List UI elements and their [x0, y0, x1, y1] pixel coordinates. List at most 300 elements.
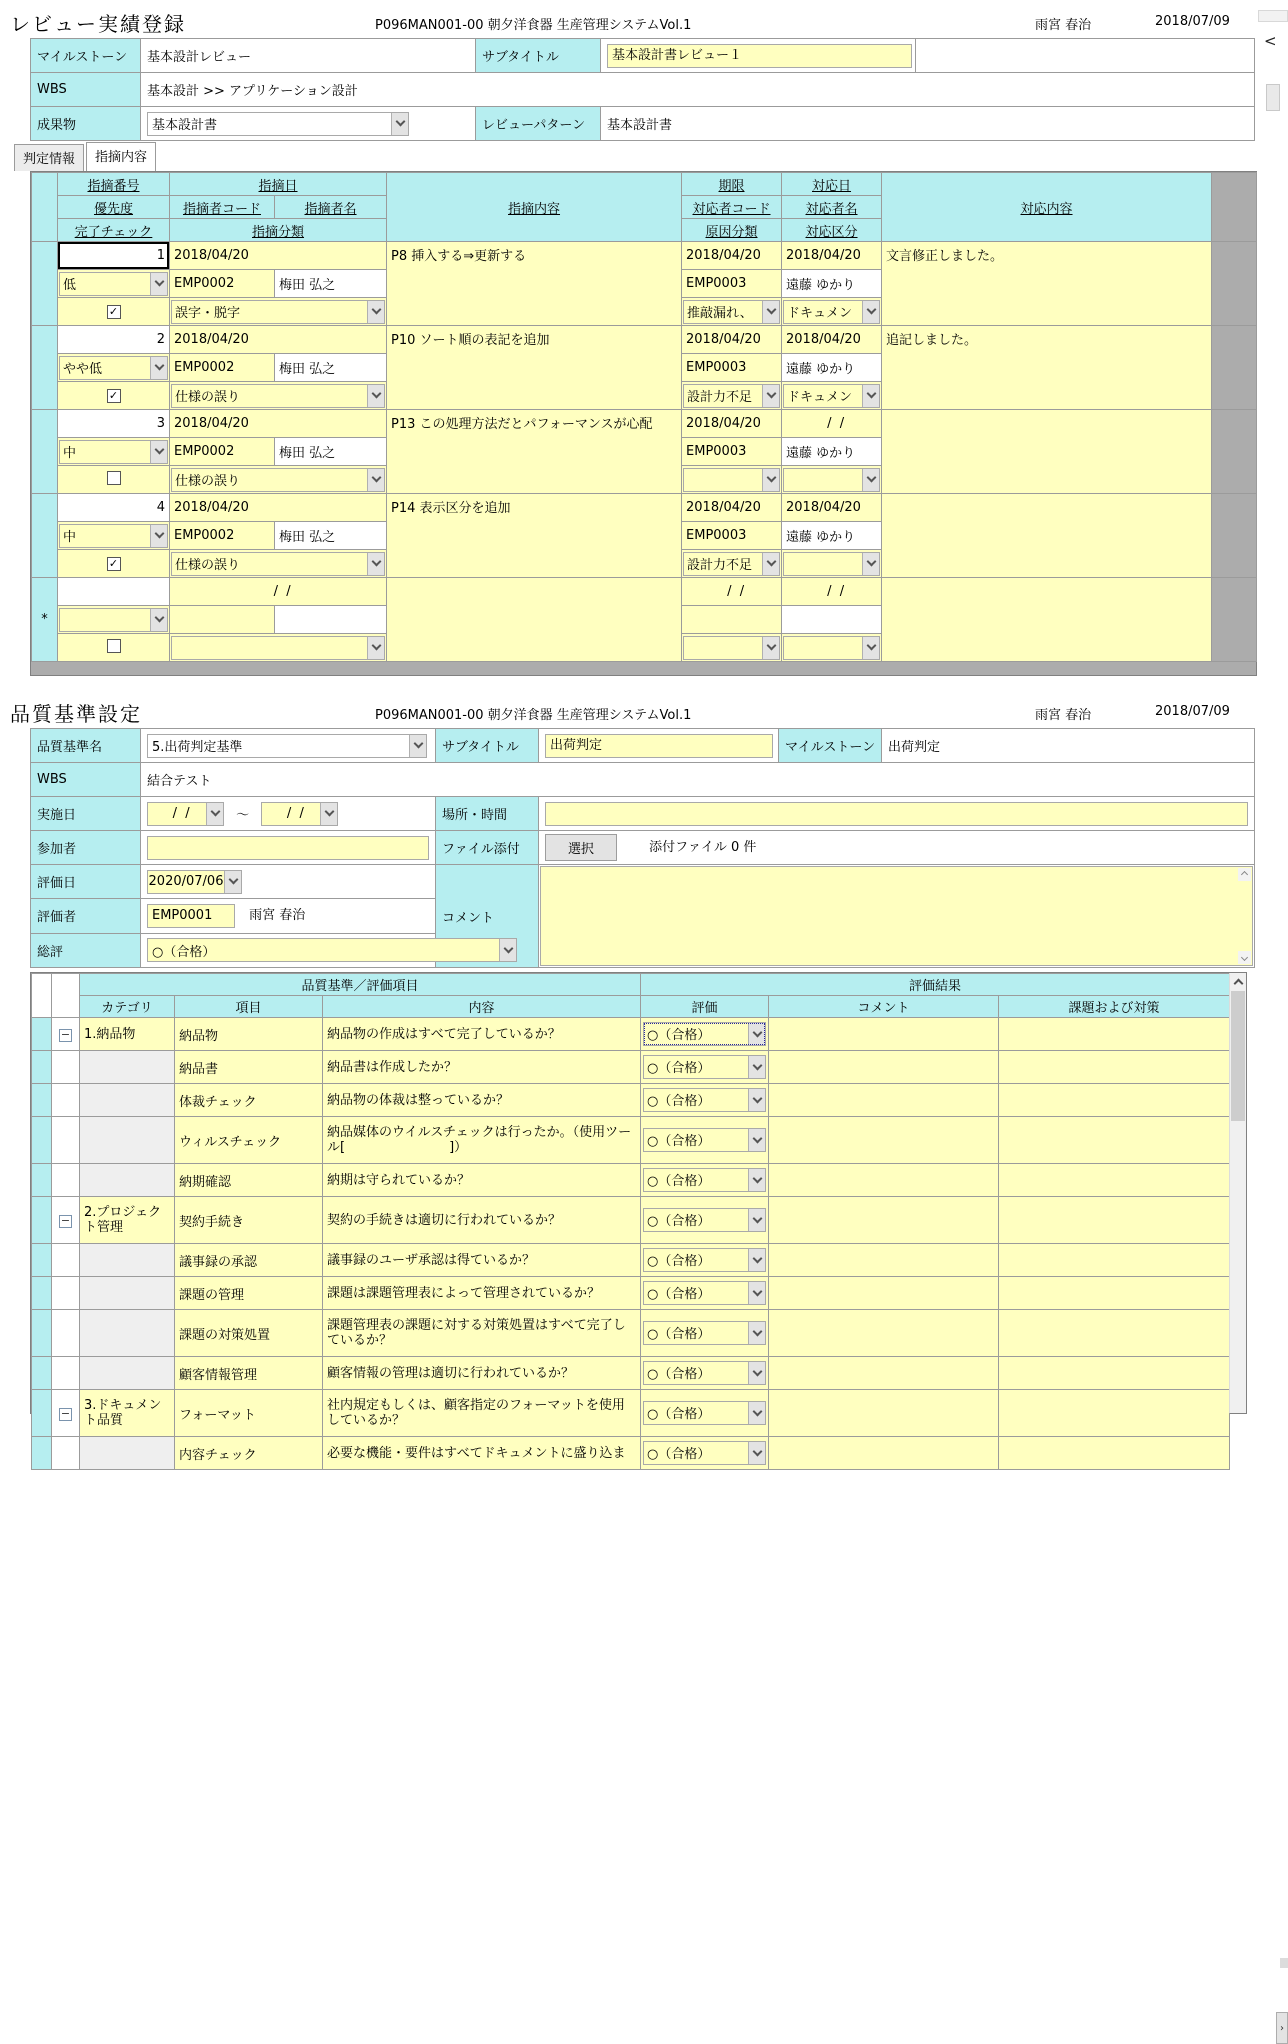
chevron-down-icon[interactable] — [391, 113, 408, 135]
cell-category — [170, 298, 387, 326]
row-selector[interactable] — [32, 1437, 52, 1470]
row-selector[interactable] — [32, 494, 58, 578]
done-checkbox[interactable] — [107, 639, 121, 653]
cell-coder-name[interactable]: 梅田 弘之 — [275, 270, 387, 298]
cell-item[interactable]: 納品書 — [175, 1051, 323, 1084]
category-select[interactable]: 仕様の誤り — [171, 384, 385, 408]
cell-comment[interactable] — [769, 1084, 999, 1117]
grid-filler — [1212, 173, 1257, 242]
col-header-cause[interactable]: 原因分類 — [682, 219, 782, 242]
tab-judgement-info[interactable]: 判定情報 — [14, 144, 84, 171]
cell-item[interactable]: 契約手続き — [175, 1197, 323, 1244]
comment-label: コメント — [436, 865, 539, 968]
cell-comment[interactable] — [769, 1244, 999, 1277]
cell-desc[interactable]: 納品物の体裁は整っているか？ — [323, 1084, 641, 1117]
chevron-down-icon[interactable] — [150, 273, 167, 295]
cell-category[interactable]: 3.ドキュメント品質 — [80, 1390, 175, 1437]
quality-row — [32, 1310, 1230, 1357]
cell-desc[interactable]: 納期は守られているか？ — [323, 1164, 641, 1197]
cell-coder-code[interactable]: EMP0002 — [170, 438, 275, 466]
comment-textarea[interactable] — [540, 866, 1253, 966]
cell-expander — [52, 1437, 80, 1470]
cell-deadline[interactable]: 2018/04/20 — [682, 242, 782, 270]
cell-no[interactable]: 1 — [58, 242, 170, 270]
cell-item[interactable]: 納期確認 — [175, 1164, 323, 1197]
panel-collapse-icon[interactable]: < — [1264, 32, 1277, 50]
quality-row — [32, 1164, 1230, 1197]
eval-select[interactable]: ○（合格） — [643, 1022, 766, 1046]
quality-table-body — [32, 1018, 1230, 1470]
col-header-resp-class[interactable]: 対応区分 — [782, 219, 882, 242]
cell-category[interactable] — [80, 1244, 175, 1277]
cell-task[interactable] — [999, 1357, 1230, 1390]
quality-table-scrollbar[interactable] — [1229, 973, 1246, 1413]
cell-resp-code[interactable]: EMP0003 — [682, 438, 782, 466]
review-row — [32, 494, 1257, 522]
cell-comment[interactable] — [769, 1197, 999, 1244]
cell-resp-code[interactable] — [682, 606, 782, 634]
resp-class-select[interactable] — [783, 468, 880, 492]
cell-item[interactable]: 内容チェック — [175, 1437, 323, 1470]
cell-no[interactable] — [58, 578, 170, 606]
cell-resp-code[interactable]: EMP0003 — [682, 354, 782, 382]
cell-resp-class — [782, 466, 882, 494]
cell-desc[interactable]: 社内規定もしくは、顧客指定のフォーマットを使用しているか？ — [323, 1390, 641, 1437]
cell-no[interactable]: 2 — [58, 326, 170, 354]
cell-comment[interactable] — [769, 1117, 999, 1164]
cell-resp-name[interactable]: 遠藤 ゆかり — [782, 354, 882, 382]
cell-eval — [641, 1117, 769, 1164]
date-separator: ～ — [236, 808, 250, 823]
cell-cause — [682, 634, 782, 662]
cell-resp-content[interactable]: 追記しました。 — [882, 326, 1212, 410]
cell-desc[interactable]: 契約の手続きは適切に行われているか？ — [323, 1197, 641, 1244]
cell-item[interactable]: ウィルスチェック — [175, 1117, 323, 1164]
cell-category[interactable]: 1.納品物 — [80, 1018, 175, 1051]
category-select[interactable]: 誤字・脱字 — [171, 300, 385, 324]
priority-select[interactable] — [59, 608, 168, 632]
col-header-task[interactable]: 課題および対策 — [999, 996, 1230, 1018]
chevron-down-icon[interactable] — [762, 553, 779, 575]
cell-category[interactable] — [80, 1310, 175, 1357]
cell-coder-code[interactable]: EMP0002 — [170, 270, 275, 298]
side-scrollbar-thumb[interactable] — [1266, 84, 1280, 111]
cell-coder-code[interactable] — [170, 606, 275, 634]
cause-select[interactable] — [683, 636, 780, 660]
panel-handle[interactable]: › — [1276, 2012, 1288, 2044]
cell-comment[interactable] — [769, 1390, 999, 1437]
eval-select[interactable]: ○（合格） — [643, 1128, 766, 1152]
category-select[interactable]: 仕様の誤り — [171, 468, 385, 492]
chevron-down-icon[interactable] — [367, 637, 384, 659]
participants-input[interactable] — [147, 836, 429, 860]
milestone-value: 出荷判定 — [882, 729, 1255, 763]
cell-comment[interactable] — [769, 1357, 999, 1390]
collapse-minus-icon[interactable]: − — [60, 1406, 71, 1420]
row-selector[interactable] — [32, 1310, 52, 1357]
cell-resp-date[interactable]: / / — [782, 410, 882, 438]
row-selector[interactable] — [32, 1117, 52, 1164]
cell-desc[interactable]: 納品書は作成したか？ — [323, 1051, 641, 1084]
chevron-down-icon[interactable] — [762, 637, 779, 659]
subtitle-input[interactable]: 出荷判定 — [545, 734, 773, 758]
chevron-down-icon[interactable] — [748, 1023, 765, 1045]
collapse-minus-icon[interactable]: − — [60, 1027, 71, 1041]
col-header-desc[interactable]: 内容 — [323, 996, 641, 1018]
done-checkbox[interactable]: ✓ — [107, 389, 121, 403]
page-title: 品質基準設定 — [10, 702, 142, 726]
cell-resp-name[interactable]: 遠藤 ゆかり — [782, 522, 882, 550]
cause-select[interactable]: 推敲漏れ、 — [683, 300, 780, 324]
review-pattern-label: レビューパターン — [476, 107, 601, 141]
col-header-coder-name[interactable]: 指摘者名 — [275, 196, 387, 219]
chevron-down-icon[interactable] — [862, 385, 879, 407]
chevron-down-icon[interactable] — [150, 357, 167, 379]
cell-item[interactable]: 顧客情報管理 — [175, 1357, 323, 1390]
col-header-done[interactable]: 完了チェック — [58, 219, 170, 242]
review-grid — [31, 172, 1257, 662]
done-checkbox[interactable]: ✓ — [107, 305, 121, 319]
chevron-down-icon[interactable] — [499, 939, 516, 961]
cell-task[interactable] — [999, 1277, 1230, 1310]
file-select-button[interactable]: 選択 — [545, 834, 617, 861]
scroll-up-icon[interactable] — [1238, 868, 1251, 881]
cell-item[interactable]: 課題の管理 — [175, 1277, 323, 1310]
cell-item[interactable]: 議事録の承認 — [175, 1244, 323, 1277]
row-selector[interactable] — [32, 1357, 52, 1390]
row-selector[interactable] — [32, 1244, 52, 1277]
cell-resp-code[interactable]: EMP0003 — [682, 522, 782, 550]
cell-coder-code[interactable]: EMP0002 — [170, 522, 275, 550]
cell-eval — [641, 1197, 769, 1244]
cell-expander — [52, 1018, 80, 1051]
cell-task[interactable] — [999, 1197, 1230, 1244]
cell-resp-name[interactable]: 遠藤 ゆかり — [782, 438, 882, 466]
cell-deadline[interactable]: / / — [682, 578, 782, 606]
category-select[interactable] — [171, 636, 385, 660]
chevron-down-icon[interactable] — [762, 385, 779, 407]
chevron-down-icon[interactable] — [748, 1249, 765, 1271]
col-header-comment[interactable]: コメント — [769, 996, 999, 1018]
cell-content[interactable]: P13 この処理方法だとパフォーマンスが心配 — [387, 410, 682, 494]
chevron-down-icon[interactable] — [320, 803, 337, 825]
cell-category[interactable]: 2.プロジェクト管理 — [80, 1197, 175, 1244]
cell-deadline[interactable]: 2018/04/20 — [682, 494, 782, 522]
review-window-header — [0, 0, 1288, 38]
header-expander — [52, 974, 80, 1018]
cell-deadline[interactable]: 2018/04/20 — [682, 410, 782, 438]
cell-category[interactable] — [80, 1164, 175, 1197]
cell-no[interactable]: 3 — [58, 410, 170, 438]
chevron-down-icon[interactable] — [748, 1362, 765, 1384]
cell-item[interactable]: フォーマット — [175, 1390, 323, 1437]
priority-select[interactable]: 低 — [59, 272, 168, 296]
cell-resp-date[interactable]: 2018/04/20 — [782, 494, 882, 522]
cell-resp-name[interactable]: 遠藤 ゆかり — [782, 270, 882, 298]
col-header-resp-content[interactable]: 対応内容 — [882, 173, 1212, 242]
review-row — [32, 410, 1257, 438]
row-selector[interactable] — [32, 410, 58, 494]
cause-select[interactable]: 設計力不足 — [683, 384, 780, 408]
chevron-down-icon[interactable] — [748, 1282, 765, 1304]
chevron-down-icon[interactable] — [206, 803, 223, 825]
cell-eval — [641, 1310, 769, 1357]
cell-eval — [641, 1084, 769, 1117]
chevron-down-icon[interactable] — [762, 301, 779, 323]
cell-item[interactable]: 課題の対策処置 — [175, 1310, 323, 1357]
group-header-criteria: 品質基準／評価項目 — [80, 974, 641, 996]
cell-no[interactable]: 4 — [58, 494, 170, 522]
cell-content[interactable] — [387, 578, 682, 662]
cell-resp-date[interactable]: 2018/04/20 — [782, 242, 882, 270]
chevron-down-icon[interactable] — [748, 1209, 765, 1231]
cell-eval — [641, 1437, 769, 1470]
subtitle-label: サブタイトル — [476, 39, 601, 73]
col-header-item[interactable]: 項目 — [175, 996, 323, 1018]
review-grid-wrap — [30, 171, 1257, 676]
cell-comment[interactable] — [769, 1051, 999, 1084]
quality-name-select[interactable]: 5.出荷判定基準 — [147, 734, 427, 758]
col-header-eval[interactable]: 評価 — [641, 996, 769, 1018]
chevron-down-icon[interactable] — [862, 553, 879, 575]
cell-resp-date[interactable]: 2018/04/20 — [782, 326, 882, 354]
chevron-down-icon[interactable] — [862, 469, 879, 491]
chevron-down-icon[interactable] — [150, 609, 167, 631]
eval-select[interactable]: ○（合格） — [643, 1168, 766, 1192]
cell-desc[interactable]: 納品物の作成はすべて完了しているか？ — [323, 1018, 641, 1051]
cell-category[interactable] — [80, 1277, 175, 1310]
row-selector[interactable] — [32, 1197, 52, 1244]
row-selector[interactable] — [32, 1084, 52, 1117]
cell-resp-content[interactable] — [882, 494, 1212, 578]
resp-class-select[interactable] — [783, 636, 880, 660]
chevron-down-icon[interactable] — [748, 1089, 765, 1111]
review-row — [32, 242, 1257, 270]
evaluator-code-input[interactable]: EMP0001 — [147, 904, 235, 928]
chevron-down-icon[interactable] — [150, 525, 167, 547]
cell-task[interactable] — [999, 1051, 1230, 1084]
done-checkbox[interactable]: ✓ — [107, 557, 121, 571]
subtitle-input[interactable]: 基本設計書レビュー１ — [607, 44, 912, 68]
col-header-date[interactable]: 指摘日 — [170, 173, 387, 196]
resp-class-select[interactable]: ドキュメン — [783, 384, 880, 408]
scrollbar-thumb[interactable] — [1231, 991, 1245, 1121]
impl-date-to-select[interactable]: / / — [261, 802, 338, 826]
review-window — [0, 0, 1288, 676]
chevron-down-icon[interactable] — [367, 469, 384, 491]
cell-coder-name[interactable]: 梅田 弘之 — [275, 354, 387, 382]
cell-coder-name[interactable] — [275, 606, 387, 634]
eval-select[interactable]: ○（合格） — [643, 1361, 766, 1385]
chevron-down-icon[interactable] — [409, 735, 426, 757]
tab-finding-content[interactable]: 指摘内容 — [86, 142, 156, 171]
col-header-category[interactable]: カテゴリ — [80, 996, 175, 1018]
eval-select[interactable]: ○（合格） — [643, 1248, 766, 1272]
chevron-down-icon[interactable] — [748, 1129, 765, 1151]
cause-select[interactable] — [683, 468, 780, 492]
resp-class-select[interactable]: ドキュメン — [783, 300, 880, 324]
category-select[interactable]: 仕様の誤り — [171, 552, 385, 576]
chevron-down-icon[interactable] — [748, 1442, 765, 1464]
cell-resp-content[interactable] — [882, 578, 1212, 662]
col-header-no[interactable]: 指摘番号 — [58, 173, 170, 196]
cell-done — [58, 382, 170, 410]
cell-resp-class — [782, 634, 882, 662]
cell-content[interactable]: P14 表示区分を追加 — [387, 494, 682, 578]
cell-task[interactable] — [999, 1437, 1230, 1470]
cell-comment[interactable] — [769, 1277, 999, 1310]
cause-select[interactable]: 設計力不足 — [683, 552, 780, 576]
cell-desc[interactable]: 課題は課題管理表によって管理されているか？ — [323, 1277, 641, 1310]
col-header-content[interactable]: 指摘内容 — [387, 173, 682, 242]
collapse-minus-icon[interactable]: − — [60, 1213, 71, 1227]
cell-resp-code[interactable]: EMP0003 — [682, 270, 782, 298]
scroll-down-icon[interactable] — [1238, 951, 1251, 964]
cell-category[interactable] — [80, 1357, 175, 1390]
deliverable-select[interactable]: 基本設計書 — [147, 112, 409, 136]
eval-select[interactable]: ○（合格） — [643, 1088, 766, 1112]
chevron-down-icon[interactable] — [367, 385, 384, 407]
quality-table — [31, 973, 1230, 1470]
cell-comment[interactable] — [769, 1018, 999, 1051]
cell-task[interactable] — [999, 1084, 1230, 1117]
cell-category[interactable] — [80, 1117, 175, 1164]
col-header-resp-code[interactable]: 対応者コード — [682, 196, 782, 219]
eval-date-select[interactable]: 2020/07/06 — [147, 870, 242, 894]
chevron-down-icon[interactable] — [748, 1322, 765, 1344]
cell-desc[interactable]: 議事録のユーザ承認は得ているか？ — [323, 1244, 641, 1277]
row-selector[interactable]: * — [32, 578, 58, 662]
cell-comment[interactable] — [769, 1437, 999, 1470]
row-selector[interactable] — [32, 1164, 52, 1197]
cell-item[interactable]: 体裁チェック — [175, 1084, 323, 1117]
cell-task[interactable] — [999, 1310, 1230, 1357]
cell-task[interactable] — [999, 1390, 1230, 1437]
quality-row — [32, 1357, 1230, 1390]
done-checkbox[interactable] — [107, 471, 121, 485]
resp-class-select[interactable] — [783, 552, 880, 576]
priority-select[interactable]: 中 — [59, 440, 168, 464]
cell-item[interactable]: 納品物 — [175, 1018, 323, 1051]
overall-select[interactable]: ○（合格） — [147, 938, 517, 962]
chevron-down-icon[interactable] — [224, 871, 241, 893]
eval-select[interactable]: ○（合格） — [643, 1055, 766, 1079]
row-selector[interactable] — [32, 242, 58, 326]
cell-comment[interactable] — [769, 1164, 999, 1197]
priority-select[interactable]: やや低 — [59, 356, 168, 380]
cell-content[interactable]: P8 挿入する⇒更新する — [387, 242, 682, 326]
cell-date[interactable]: 2018/04/20 — [170, 326, 387, 354]
quality-name-label: 品質基準名 — [31, 729, 141, 763]
cell-coder-name[interactable]: 梅田 弘之 — [275, 522, 387, 550]
chevron-down-icon[interactable] — [862, 637, 879, 659]
cell-task[interactable] — [999, 1164, 1230, 1197]
cell-date[interactable]: 2018/04/20 — [170, 410, 387, 438]
review-row — [32, 578, 1257, 606]
chevron-down-icon[interactable] — [748, 1056, 765, 1078]
cell-resp-name[interactable] — [782, 606, 882, 634]
cell-expander — [52, 1244, 80, 1277]
cell-coder-name[interactable]: 梅田 弘之 — [275, 438, 387, 466]
scroll-up-icon[interactable] — [1230, 973, 1246, 990]
cell-desc[interactable]: 必要な機能・要件はすべてドキュメントに盛り込ま — [323, 1437, 641, 1470]
cell-desc[interactable]: 納品媒体のウイルスチェックは行ったか。（使用ツール[ ]） — [323, 1117, 641, 1164]
cell-eval — [641, 1164, 769, 1197]
chevron-down-icon[interactable] — [748, 1402, 765, 1424]
eval-select[interactable]: ○（合格） — [643, 1281, 766, 1305]
cell-category[interactable] — [80, 1437, 175, 1470]
col-header-resp-name[interactable]: 対応者名 — [782, 196, 882, 219]
quality-row — [32, 1051, 1230, 1084]
cell-content[interactable]: P10 ソート順の表記を追加 — [387, 326, 682, 410]
place-input[interactable] — [545, 802, 1248, 826]
cell-task[interactable] — [999, 1018, 1230, 1051]
cell-category[interactable] — [80, 1051, 175, 1084]
row-selector[interactable] — [32, 1390, 52, 1437]
tab-bar — [14, 145, 1288, 171]
col-header-resp-date[interactable]: 対応日 — [782, 173, 882, 196]
eval-select[interactable]: ○（合格） — [643, 1321, 766, 1345]
cell-resp-class — [782, 298, 882, 326]
cell-task[interactable] — [999, 1117, 1230, 1164]
chevron-down-icon[interactable] — [862, 301, 879, 323]
quality-row — [32, 1437, 1230, 1470]
cell-desc[interactable]: 課題管理表の課題に対する対策処置はすべて完了しているか？ — [323, 1310, 641, 1357]
eval-select[interactable]: ○（合格） — [643, 1401, 766, 1425]
col-header-deadline[interactable]: 期限 — [682, 173, 782, 196]
user-name: 雨宮 春治 — [1035, 708, 1092, 723]
cell-resp-date[interactable]: / / — [782, 578, 882, 606]
cell-deadline[interactable]: 2018/04/20 — [682, 326, 782, 354]
cell-priority — [58, 522, 170, 550]
cell-category[interactable] — [80, 1084, 175, 1117]
review-grid-body — [32, 242, 1257, 662]
eval-select[interactable]: ○（合格） — [643, 1208, 766, 1232]
cell-task[interactable] — [999, 1244, 1230, 1277]
cell-resp-class — [782, 550, 882, 578]
col-header-coder-code[interactable]: 指摘者コード — [170, 196, 275, 219]
row-selector[interactable] — [32, 1051, 52, 1084]
impl-date-from-select[interactable]: / / — [147, 802, 224, 826]
cell-resp-content[interactable] — [882, 410, 1212, 494]
row-selector[interactable] — [32, 326, 58, 410]
cell-date[interactable]: 2018/04/20 — [170, 494, 387, 522]
col-header-priority[interactable]: 優先度 — [58, 196, 170, 219]
cell-date[interactable]: / / — [170, 578, 387, 606]
cell-coder-code[interactable]: EMP0002 — [170, 354, 275, 382]
cell-priority — [58, 606, 170, 634]
cell-date[interactable]: 2018/04/20 — [170, 242, 387, 270]
cell-comment[interactable] — [769, 1310, 999, 1357]
chevron-down-icon[interactable] — [367, 301, 384, 323]
eval-select[interactable]: ○（合格） — [643, 1441, 766, 1465]
cell-expander — [52, 1357, 80, 1390]
row-selector[interactable] — [32, 1277, 52, 1310]
priority-select[interactable]: 中 — [59, 524, 168, 548]
row-selector[interactable] — [32, 1018, 52, 1051]
attach-label: ファイル添付 — [436, 831, 539, 865]
current-date: 2018/07/09 — [1155, 704, 1230, 719]
chevron-down-icon[interactable] — [150, 441, 167, 463]
chevron-down-icon[interactable] — [762, 469, 779, 491]
col-header-category[interactable]: 指摘分類 — [170, 219, 387, 242]
chevron-down-icon[interactable] — [748, 1169, 765, 1191]
cell-resp-content[interactable]: 文言修正しました。 — [882, 242, 1212, 326]
cell-desc[interactable]: 顧客情報の管理は適切に行われているか？ — [323, 1357, 641, 1390]
wbs-value: 結合テスト — [141, 763, 1255, 797]
subtitle-label: サブタイトル — [436, 729, 539, 763]
chevron-down-icon[interactable] — [367, 553, 384, 575]
